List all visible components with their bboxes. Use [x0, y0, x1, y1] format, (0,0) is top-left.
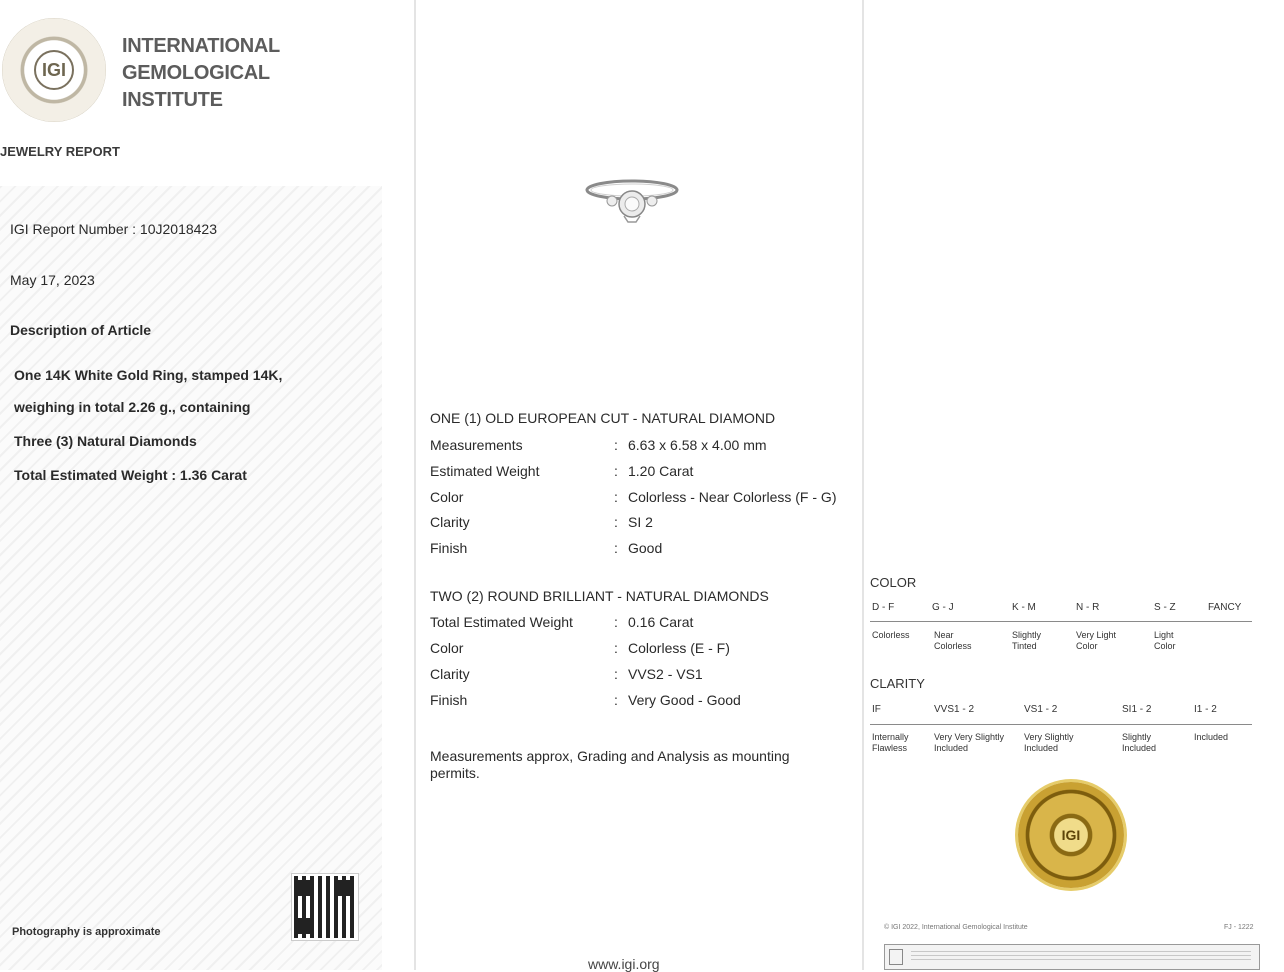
color-grade: K - M — [1012, 602, 1036, 613]
igi-seal-logo — [2, 18, 106, 122]
color-grade: FANCY — [1208, 602, 1242, 613]
row-value: Very Good - Good — [628, 692, 741, 708]
clarity-description: Slightly Included — [1122, 732, 1157, 753]
clarity-grade: SI1 - 2 — [1122, 704, 1152, 715]
color-scale-title: COLOR — [870, 575, 917, 590]
description-line: Three (3) Natural Diamonds — [14, 433, 197, 449]
main-stone-heading: ONE (1) OLD EUROPEAN CUT - NATURAL DIAMOND — [430, 410, 776, 426]
clarity-description: Very Very Slightly Included — [934, 732, 1005, 753]
row-value: Good — [628, 540, 663, 556]
measurements-note: Measurements approx, Grading and Analysis as mounting permits. — [430, 748, 790, 781]
clarity-description: Very Slightly Included — [1024, 732, 1074, 753]
clarity-scale-rule — [870, 724, 1252, 725]
row-label: Clarity — [430, 666, 470, 682]
report-date: May 17, 2023 — [10, 272, 95, 288]
report-summary-panel — [0, 0, 414, 970]
clarity-description: Internally Flawless — [872, 732, 909, 753]
clarity-scale-title: CLARITY — [870, 676, 925, 691]
side-stones-row: Color : Colorless (E - F) — [430, 640, 730, 656]
seal-mark: IGI — [34, 50, 74, 90]
description-heading: Description of Article — [10, 322, 152, 338]
main-stone-row: Clarity : SI 2 — [430, 514, 653, 530]
total-weight-line: Total Estimated Weight : 1.36 Carat — [14, 467, 247, 483]
main-stone-row: Measurements : 6.63 x 6.58 x 4.00 mm — [430, 437, 767, 453]
fine-print — [911, 951, 1251, 963]
report-type: JEWELRY REPORT — [0, 144, 120, 159]
clarity-grade: I1 - 2 — [1194, 704, 1217, 715]
security-pattern-background — [0, 186, 382, 970]
clarity-grade: IF — [872, 704, 881, 715]
color-scale-rule — [870, 621, 1252, 622]
row-value: 1.20 Carat — [628, 463, 694, 479]
gold-seal-mark: IGI — [1061, 827, 1081, 843]
description-line: weighing in total 2.26 g., containing — [14, 399, 251, 415]
main-stone-row: Estimated Weight : 1.20 Carat — [430, 463, 694, 479]
form-code: FJ - 1222 — [1224, 924, 1254, 931]
report-number: IGI Report Number : 10J2018423 — [10, 221, 218, 237]
row-value: SI 2 — [628, 514, 653, 530]
row-value: VVS2 - VS1 — [628, 666, 703, 682]
row-label: Clarity — [430, 514, 470, 530]
clarity-grade: VVS1 - 2 — [934, 704, 975, 715]
row-value: Colorless - Near Colorless (F - G) — [628, 489, 837, 505]
description-line: One 14K White Gold Ring, stamped 14K, — [14, 367, 283, 383]
institute-name-line-1: INTERNATIONAL — [122, 35, 280, 57]
security-notice-box — [884, 944, 1260, 970]
row-value: 6.63 x 6.58 x 4.00 mm — [628, 437, 767, 453]
photography-note: Photography is approximate — [12, 926, 161, 938]
color-grade: S - Z — [1154, 602, 1176, 613]
document-icon — [889, 949, 903, 965]
clarity-grade: VS1 - 2 — [1024, 704, 1058, 715]
row-label: Measurements — [430, 437, 523, 453]
row-label: Total Estimated Weight — [430, 614, 573, 630]
color-description: Colorless — [872, 630, 910, 640]
clarity-description: Included — [1194, 732, 1229, 742]
website-link[interactable]: www.igi.org — [588, 956, 660, 972]
institute-name-line-3: INSTITUTE — [122, 89, 223, 111]
main-stone-row: Color : Colorless - Near Colorless (F - G) — [430, 489, 837, 505]
gold-seal-icon — [1018, 782, 1124, 888]
side-stones-row: Clarity : VVS2 - VS1 — [430, 666, 703, 682]
ring-photo — [584, 174, 680, 224]
institute-name — [122, 33, 302, 114]
row-label: Finish — [430, 692, 468, 708]
color-grade: N - R — [1076, 602, 1100, 613]
color-description: Slightly Tinted — [1012, 630, 1042, 651]
institute-name-line-2: GEMOLOGICAL — [122, 62, 270, 84]
row-label: Color — [430, 640, 464, 656]
color-description: Very Light Color — [1076, 630, 1117, 651]
row-label: Estimated Weight — [430, 463, 540, 479]
row-value: 0.16 Carat — [628, 614, 694, 630]
row-label: Finish — [430, 540, 468, 556]
qr-code[interactable] — [292, 874, 358, 940]
copyright-notice: © IGI 2022, International Gemological Institute — [884, 924, 1028, 931]
row-value: Colorless (E - F) — [628, 640, 730, 656]
color-grade: G - J — [932, 602, 954, 613]
color-description: Near Colorless — [934, 630, 972, 651]
color-description: Light Color — [1154, 630, 1176, 651]
row-label: Color — [430, 489, 464, 505]
side-stones-heading: TWO (2) ROUND BRILLIANT - NATURAL DIAMONDS — [430, 588, 769, 604]
grading-details-panel — [416, 0, 862, 970]
color-grade: D - F — [872, 602, 895, 613]
main-stone-row: Finish : Good — [430, 540, 663, 556]
side-stones-row: Total Estimated Weight : 0.16 Carat — [430, 614, 694, 630]
side-stones-row: Finish : Very Good - Good — [430, 692, 741, 708]
